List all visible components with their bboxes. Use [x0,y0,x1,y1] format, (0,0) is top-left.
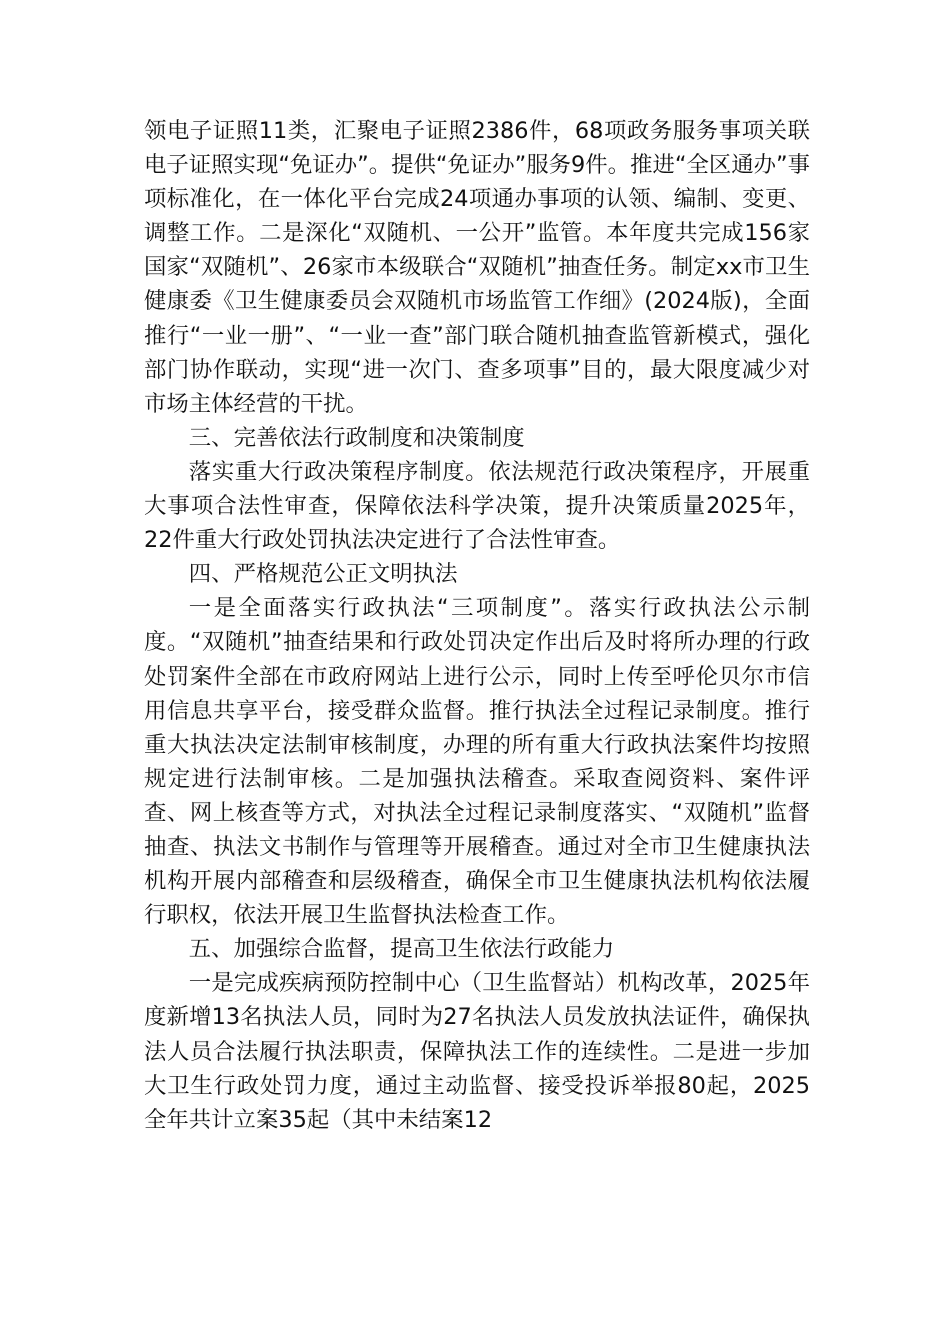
body-paragraph-2: 落实重大行政决策程序制度。依法规范行政决策程序，开展重大事项合法性审查，保障依法科学决策，提升决策质量2025年，22件重大行政处罚执法决定进行了合法性审查。 [144,458,810,554]
body-paragraph-1: 领电子证照11类，汇聚电子证照2386件，68项政务服务事项关联电子证照实现“免证办”。提供“免证办”服务9件。推进“全区通办”事项标准化，在一体化平台完成24项通办事项的认领、编制、变更、调整工作。二是深化“双随机、一公开”监管。本年度共完成156家国家“双随机”、26家市本级联合“双随机”抽查任务。制定xx市卫生健康委《卫生健康委员会双随机市场监管工作细》(2024版)，全面推行“一业一册”、“一业一查”部门联合随机抽查监管新模式，强化部门协作联动，实现“进一次门、查多项事”目的，最大限度减少对市场主体经营的干扰。 [144,118,811,417]
body-paragraph-4: 一是完成疾病预防控制中心（卫生监督站）机构改革，2025年度新增13名执法人员，同时为27名执法人员发放执法证件，确保执法人员合法履行执法职责，保障执法工作的连续性。二是进一步加大卫生行政处罚力度，通过主动监督、接受投诉举报80起，2025全年共计立案35起（其中未结案12 [144,970,810,1133]
section-heading-5: 五、加强综合监督，提高卫生依法行政能力 [188,936,615,963]
document-page [144,114,810,1137]
section-heading-3: 三、完善依法行政制度和决策制度 [188,424,525,451]
section-heading-4: 四、严格规范公正文明执法 [188,561,458,588]
body-paragraph-3: 一是全面落实行政执法“三项制度”。落实行政执法公示制度。“双随机”抽查结果和行政处罚决定作出后及时将所办理的行政处罚案件全部在市政府网站上进行公示，同时上传至呼伦贝尔市信用信息共享平台，接受群众监督。推行执法全过程记录制度。推行重大执法决定法制审核制度，办理的所有重大行政执法案件均按照规定进行法制审核。二是加强执法稽查。采取查阅资料、案件评查、网上核查等方式，对执法全过程记录制度落实、“双随机”监督抽查、执法文书制作与管理等开展稽查。通过对全市卫生健康执法机构开展内部稽查和层级稽查，确保全市卫生健康执法机构依法履行职权，依法开展卫生监督执法检查工作。 [144,595,810,929]
